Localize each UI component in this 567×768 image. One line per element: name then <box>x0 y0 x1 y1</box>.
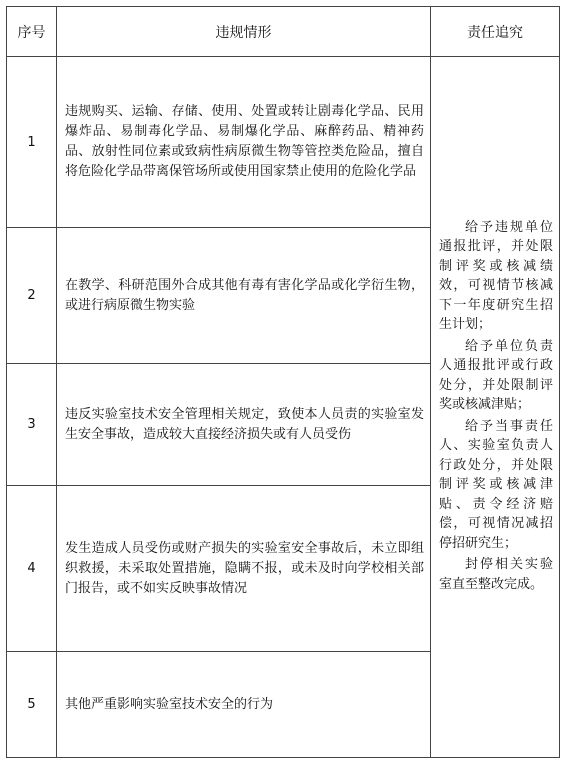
header-violation: 违规情形 <box>57 7 431 57</box>
violation-text: 在教学、科研范围外合成其他有毒有害化学品或化学衍生物，或进行病原微生物实验 <box>57 228 431 364</box>
responsibility-item: 给予当事责任人、实验室负责人行政处分，并处限制评奖或核减津贴、责令经济赔偿，可视情况减招停招研究生； <box>439 418 553 551</box>
violation-text: 其他严重影响实验室技术安全的行为 <box>57 652 431 758</box>
violation-text: 违规购买、运输、存储、使用、处置或转让剧毒化学品、民用爆炸品、易制毒化学品、易制爆化学品、麻醉药品、精神药品、放射性同位素或致病性病原微生物等管控类危险品，擅自将危险化学品带离保管场所或使用国家禁止使用的危险化学品 <box>57 57 431 228</box>
responsibility-cell <box>431 57 560 758</box>
row-number: 2 <box>7 228 57 364</box>
row-number: 1 <box>7 57 57 228</box>
row-number: 4 <box>7 486 57 652</box>
header-number: 序号 <box>7 7 57 57</box>
row-number: 3 <box>7 364 57 486</box>
responsibility-item: 封停相关实验室直至整改完成。 <box>439 557 553 592</box>
violation-text: 发生造成人员受伤或财产损失的实验室安全事故后，未立即组织救援，未采取处置措施，隐瞒不报，或未及时向学校相关部门报告，或不如实反映事故情况 <box>57 486 431 652</box>
row-number: 5 <box>7 652 57 758</box>
table-row <box>7 57 560 228</box>
violation-table <box>6 6 560 758</box>
responsibility-item: 给予单位负责人通报批评或行政处分，并处限制评奖或核减津贴； <box>439 338 553 413</box>
header-responsibility: 责任追究 <box>431 7 560 57</box>
table-header-row <box>7 7 560 57</box>
violation-text: 违反实验室技术安全管理相关规定，致使本人员责的实验室发生安全事故，造成较大直接经济损失或有人员受伤 <box>57 364 431 486</box>
responsibility-item: 给予违规单位通报批评，并处限制评奖或核减绩效，可视情节核减下一年度研究生招生计划； <box>439 219 553 333</box>
